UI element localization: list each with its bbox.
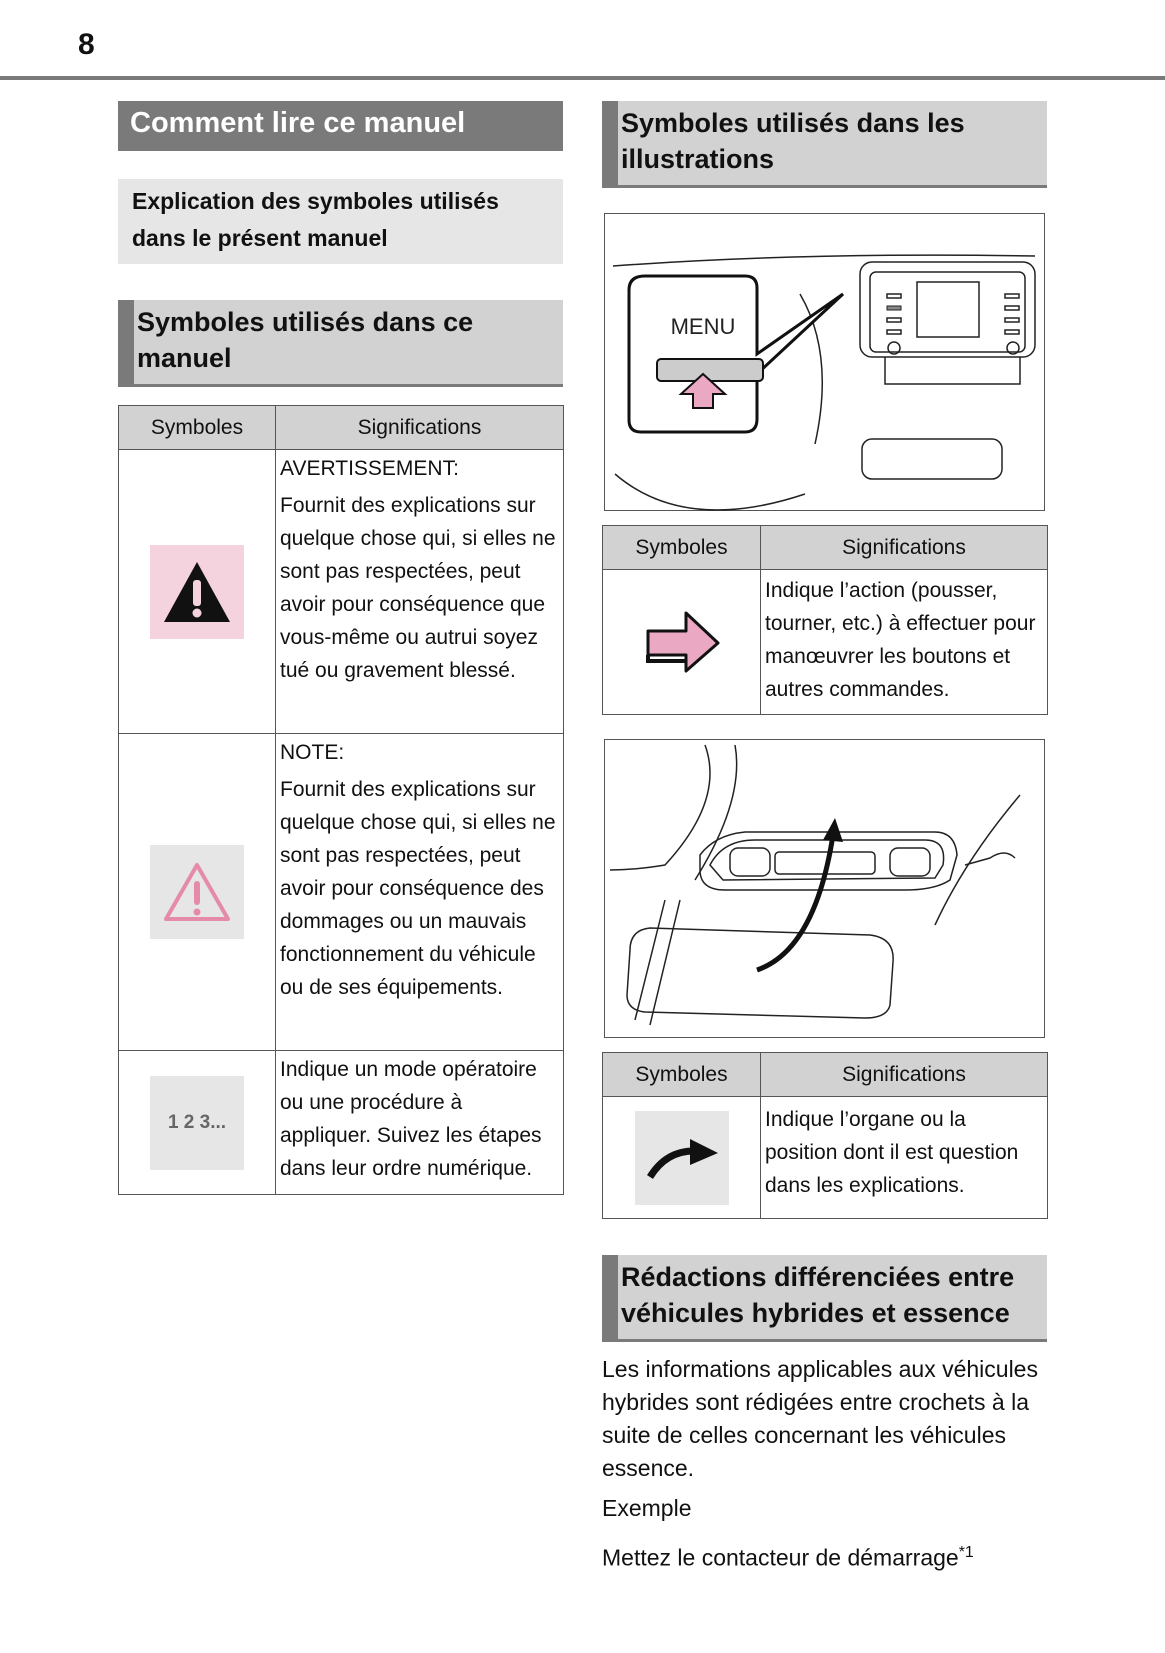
caution-triangle-icon [150,845,244,939]
menu-label: MENU [670,314,736,339]
header-meanings: Significations [761,1053,1048,1097]
table-row [119,1051,564,1195]
table-row [603,1097,1048,1219]
section-heading-hybrid: Rédactions différenciées entre véhicules hybrides et essence [602,1255,1047,1342]
subtitle: Explication des symboles utilisés dans le présent manuel [118,179,563,264]
header-meanings: Significations [761,526,1048,570]
example-label: Exemple [602,1495,692,1521]
hybrid-paragraph: Les informations applicables aux véhicules hybrides sont rédigées entre crochets à la suite de celles concernant les véhicules essence. [602,1356,1038,1481]
symbols-table [118,405,564,1195]
table-row [119,450,564,734]
example-sentence: Mettez le contacteur de démarrage [602,1544,959,1571]
footnote-marker: *1 [958,1544,974,1561]
row-text: Indique l’organe ou la position dont il est question dans les explications. [765,1108,1019,1197]
example-text [602,1536,974,1575]
row-text: Fournit des explications sur quelque chose qui, si elles ne sont pas respectées, peut avoir pour conséquence que vous-même ou autrui soyez tué ou gravement blessé. [280,494,556,682]
row-title: AVERTISSEMENT: [280,457,459,480]
dashboard-illustration [604,213,1045,511]
header-rule [0,76,1165,80]
symbols-table-actions [602,525,1048,715]
page-title: Comment lire ce manuel [118,101,563,151]
warning-triangle-icon [150,545,244,639]
symbols-table-position [602,1052,1048,1219]
header-symbols: Symboles [603,1053,761,1097]
section-heading: Symboles utilisés dans ce manuel [118,300,563,387]
row-text: Indique un mode opératoire ou une procédure à appliquer. Suivez les étapes dans leur ordre numérique. [280,1058,542,1180]
header-symbols: Symboles [603,526,761,570]
ceiling-console-illustration [604,739,1045,1038]
table-row [119,734,564,1051]
header-symbols: Symboles [119,406,276,450]
row-text: Indique l’action (pousser, tourner, etc.) à effectuer pour manœuvrer les boutons et autres commandes. [765,579,1036,701]
steps-icon: 1 2 3... [150,1076,244,1170]
section-heading-illustrations: Symboles utilisés dans les illustrations [602,101,1047,188]
row-title: NOTE: [280,741,345,764]
table-row [603,570,1048,715]
row-text: Fournit des explications sur quelque chose qui, si elles ne sont pas respectées, peut avoir pour conséquence des dommages ou un mauvais fonctionnement du véhicule ou de ses équipements. [280,778,556,999]
page-number: 8 [78,28,95,61]
action-arrow-icon [635,595,729,689]
header-meanings: Significations [276,406,564,450]
curved-arrow-icon [635,1111,729,1205]
